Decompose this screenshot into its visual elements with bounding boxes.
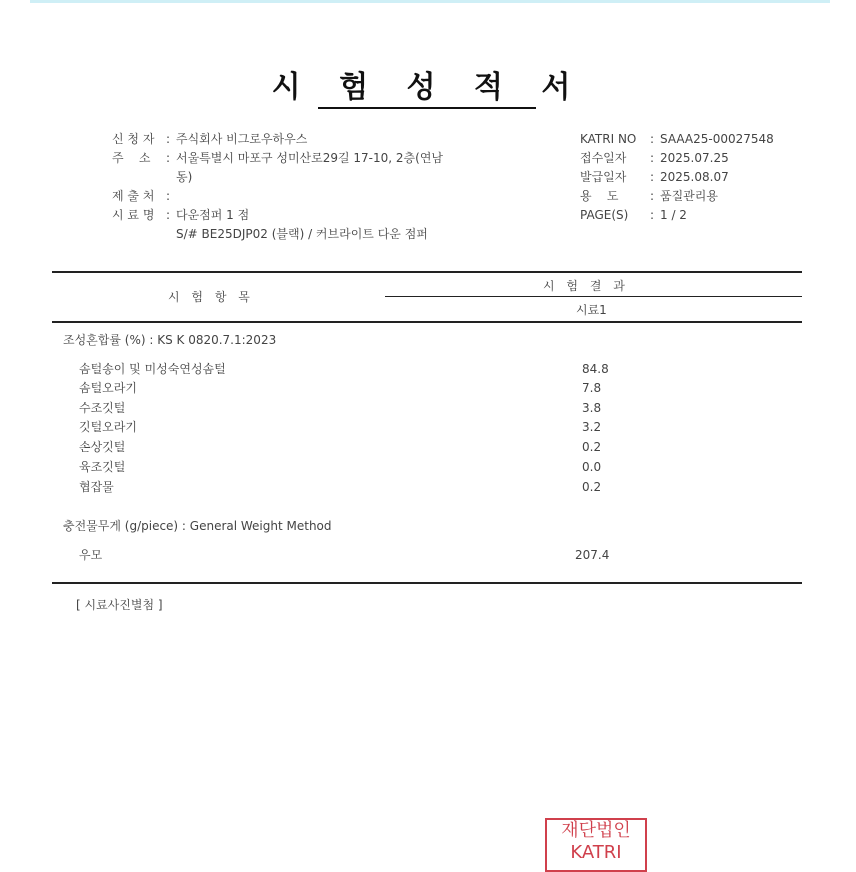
info-label: KATRI NO bbox=[580, 132, 637, 146]
row-name: 협잡물 bbox=[79, 480, 114, 494]
info-value: 품질관리용 bbox=[660, 189, 718, 203]
info-value: SAAA25-00027548 bbox=[660, 132, 774, 146]
row-name: 깃털오라기 bbox=[79, 420, 137, 434]
colon: : bbox=[166, 151, 171, 165]
applicant-label: 신 청 자 bbox=[112, 132, 155, 146]
info-value: 1 / 2 bbox=[660, 208, 687, 222]
col-header-item: 시 험 항 목 bbox=[168, 290, 254, 304]
info-value: 2025.08.07 bbox=[660, 170, 729, 184]
sample-name-detail: S/# BE25DJP02 (블랙) / 커브라이트 다운 점퍼 bbox=[176, 227, 428, 241]
table-top-rule bbox=[52, 271, 802, 273]
document-title: 시 험 성 적 서 bbox=[271, 70, 585, 105]
sample-name-label: 시 료 명 bbox=[112, 208, 155, 222]
colon: : bbox=[650, 189, 655, 203]
info-value: 2025.07.25 bbox=[660, 151, 729, 165]
top-border bbox=[30, 0, 830, 3]
header-bottom-rule bbox=[52, 321, 802, 323]
applicant-value: 주식회사 비그로우하우스 bbox=[176, 132, 308, 146]
row-value: 0.2 bbox=[582, 480, 602, 494]
colon: : bbox=[650, 132, 655, 146]
address-value-cont: 동) bbox=[176, 170, 193, 184]
katri-seal-stamp: 재단법인 KATRI bbox=[545, 818, 647, 872]
info-label: 용 도 bbox=[580, 189, 619, 203]
row-value: 7.8 bbox=[582, 381, 602, 395]
row-name: 수조깃털 bbox=[79, 401, 126, 415]
title-underline bbox=[318, 107, 536, 109]
col-header-result: 시 험 결 과 bbox=[543, 279, 629, 293]
applicant-info bbox=[112, 132, 443, 241]
colon: : bbox=[166, 189, 171, 203]
sample-name-value: 다운점퍼 1 점 bbox=[176, 208, 250, 222]
row-value: 0.2 bbox=[582, 440, 602, 454]
colon: : bbox=[650, 170, 655, 184]
info-label: PAGE(S) bbox=[580, 208, 629, 222]
row-name: 솜털오라기 bbox=[79, 381, 137, 395]
address-value: 서울특별시 마포구 성미산로29길 17-10, 2층(연남 bbox=[176, 151, 444, 165]
section-fill-weight: 충전물무게 (g/piece) : General Weight Method bbox=[63, 519, 332, 533]
submitter-value bbox=[176, 189, 443, 203]
col-header-sample: 시료1 bbox=[576, 303, 607, 317]
colon: : bbox=[650, 208, 655, 222]
report-info bbox=[580, 132, 774, 222]
row-value: 3.8 bbox=[582, 401, 602, 415]
header-divider bbox=[385, 296, 802, 297]
address-label: 주 소 bbox=[112, 151, 151, 165]
colon: : bbox=[650, 151, 655, 165]
table-bottom-rule bbox=[52, 582, 802, 584]
row-value: 3.2 bbox=[582, 420, 602, 434]
row-name: 손상깃털 bbox=[79, 440, 126, 454]
section-composition: 조성혼합률 (%) : KS K 0820.7.1:2023 bbox=[63, 333, 277, 347]
info-label: 접수일자 bbox=[580, 151, 627, 165]
row-name: 우모 bbox=[79, 548, 103, 562]
info-label: 발급일자 bbox=[580, 170, 627, 184]
row-value: 207.4 bbox=[575, 548, 610, 562]
row-name: 솜털송이 및 미성숙연성솜털 bbox=[79, 362, 226, 376]
row-value: 84.8 bbox=[582, 362, 609, 376]
row-name: 육조깃털 bbox=[79, 460, 126, 474]
colon: : bbox=[166, 208, 171, 222]
colon: : bbox=[166, 132, 171, 146]
photo-note: [ 시료사진별첨 ] bbox=[76, 598, 163, 612]
row-value: 0.0 bbox=[582, 460, 602, 474]
submitter-label: 제 출 처 bbox=[112, 189, 155, 203]
